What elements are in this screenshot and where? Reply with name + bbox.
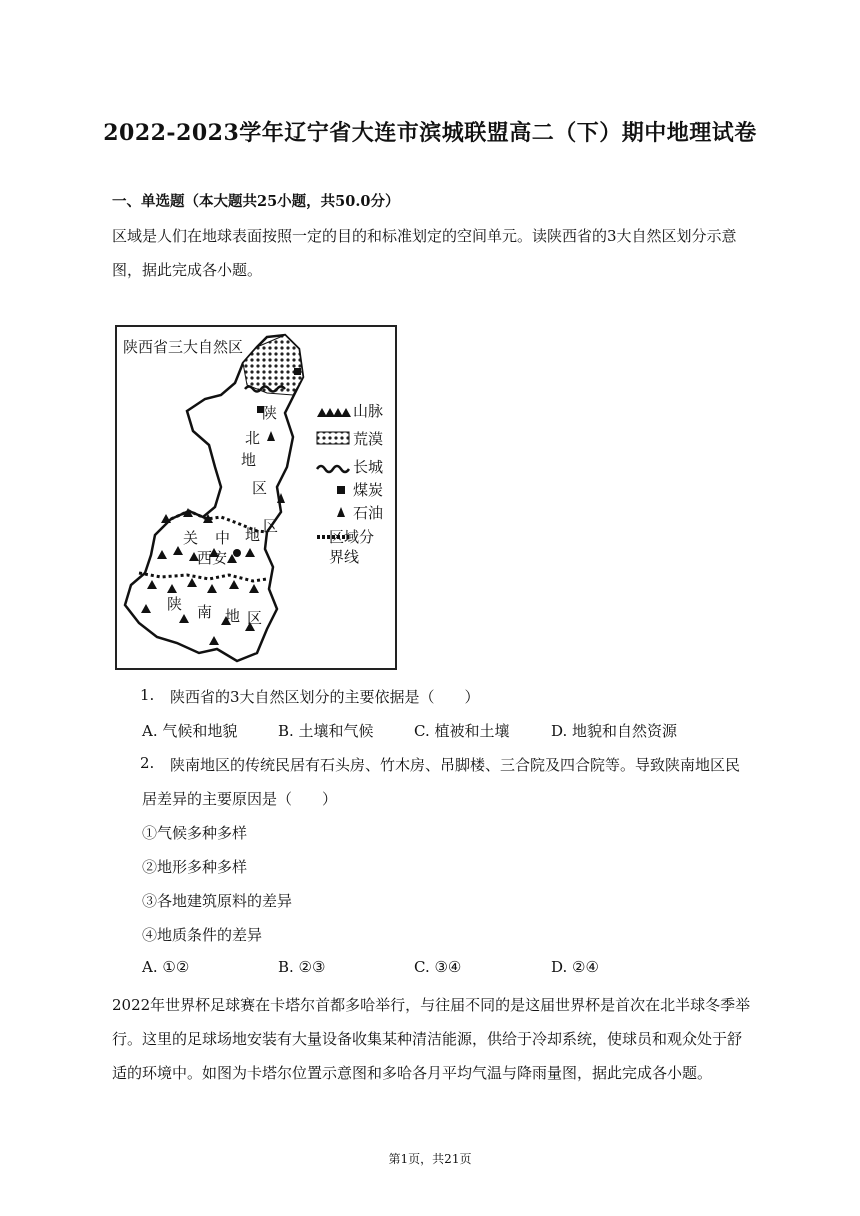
legend-desert: 荒漠 <box>353 430 384 448</box>
q2-option-a: A. ①② <box>142 958 190 976</box>
legend-mountain: 山脉 <box>353 402 384 420</box>
q2-item-2: ②地形多种多样 <box>142 858 248 876</box>
page-title: 2022-2023学年辽宁省大连市滨城联盟高二（下）期中地理试卷 <box>103 120 757 146</box>
north-char-4: 区 <box>252 479 268 497</box>
central-char-3: 地 <box>245 526 261 544</box>
legend-wall-icon <box>317 466 349 472</box>
q2-line2: 居差异的主要原因是（ ） <box>142 790 338 808</box>
intro1-line2: 图，据此完成各小题。 <box>112 261 263 279</box>
q1-option-b: B. 土壤和气候 <box>278 722 374 740</box>
central-char-2: 中 <box>215 529 231 547</box>
north-char-3: 地 <box>241 451 257 469</box>
desert-area <box>243 335 303 395</box>
legend-coal-icon <box>337 486 345 494</box>
legend-desert-icon <box>317 432 349 444</box>
q2-item-3: ③各地建筑原料的差异 <box>142 892 293 910</box>
intro2-line2: 行。这里的足球场地安装有大量设备收集某种清洁能源，供给于冷却系统，使球员和观众处于舒 <box>112 1030 743 1048</box>
legend-oil-icon <box>337 507 345 517</box>
q2-item-1: ①气候多种多样 <box>142 824 248 842</box>
q2-option-c: C. ③④ <box>414 958 462 976</box>
legend-oil: 石油 <box>353 504 384 522</box>
legend-wall: 长城 <box>353 458 384 476</box>
intro2-line3: 适的环境中。如图为卡塔尔位置示意图和多哈各月平均气温与降雨量图，据此完成各小题。 <box>112 1064 713 1082</box>
map-title: 陕西省三大自然区 <box>123 338 244 356</box>
shaanxi-map-figure <box>115 325 397 670</box>
north-char-2: 北 <box>245 429 261 447</box>
q2-number: 2. <box>140 754 155 772</box>
legend-coal: 煤炭 <box>353 481 384 499</box>
section-heading: 一、单选题（本大题共25小题，共50.0分） <box>112 193 400 210</box>
q1-option-d: D. 地貌和自然资源 <box>551 722 678 740</box>
south-char-1: 陕 <box>167 595 183 613</box>
south-char-2: 南 <box>197 603 213 621</box>
legend-mountain-icon <box>317 408 351 417</box>
q2-option-b: B. ②③ <box>278 958 326 976</box>
legend-boundary-2: 界线 <box>329 548 360 566</box>
page-footer: 第1页，共21页 <box>388 1152 472 1166</box>
q1-text: 陕西省的3大自然区划分的主要依据是（ ） <box>170 688 480 706</box>
intro1-line1: 区域是人们在地球表面按照一定的目的和标准划定的空间单元。读陕西省的3大自然区划分示意 <box>112 227 737 245</box>
q2-option-d: D. ②④ <box>551 958 599 976</box>
coal-symbol-2 <box>294 368 301 375</box>
north-char-1: 陕 <box>262 404 278 422</box>
q1-number: 1. <box>140 686 155 704</box>
central-char-4: 区 <box>263 517 279 535</box>
central-char-1: 关 <box>183 529 199 547</box>
q1-option-c: C. 植被和土壤 <box>414 722 510 740</box>
q2-item-4: ④地质条件的差异 <box>142 926 263 944</box>
south-char-4: 区 <box>247 609 263 627</box>
xian-label: 西安 <box>197 549 228 567</box>
q2-line1: 陕南地区的传统民居有石头房、竹木房、吊脚楼、三合院及四合院等。导致陕南地区民 <box>170 756 741 774</box>
south-char-3: 地 <box>225 607 241 625</box>
q1-option-a: A. 气候和地貌 <box>142 722 238 740</box>
intro2-line1: 2022年世界杯足球赛在卡塔尔首都多哈举行，与往届不同的是这届世界杯是首次在北半球冬季举 <box>112 996 751 1014</box>
xian-city-dot <box>233 549 241 557</box>
legend-boundary-1: 区域分 <box>329 528 375 546</box>
